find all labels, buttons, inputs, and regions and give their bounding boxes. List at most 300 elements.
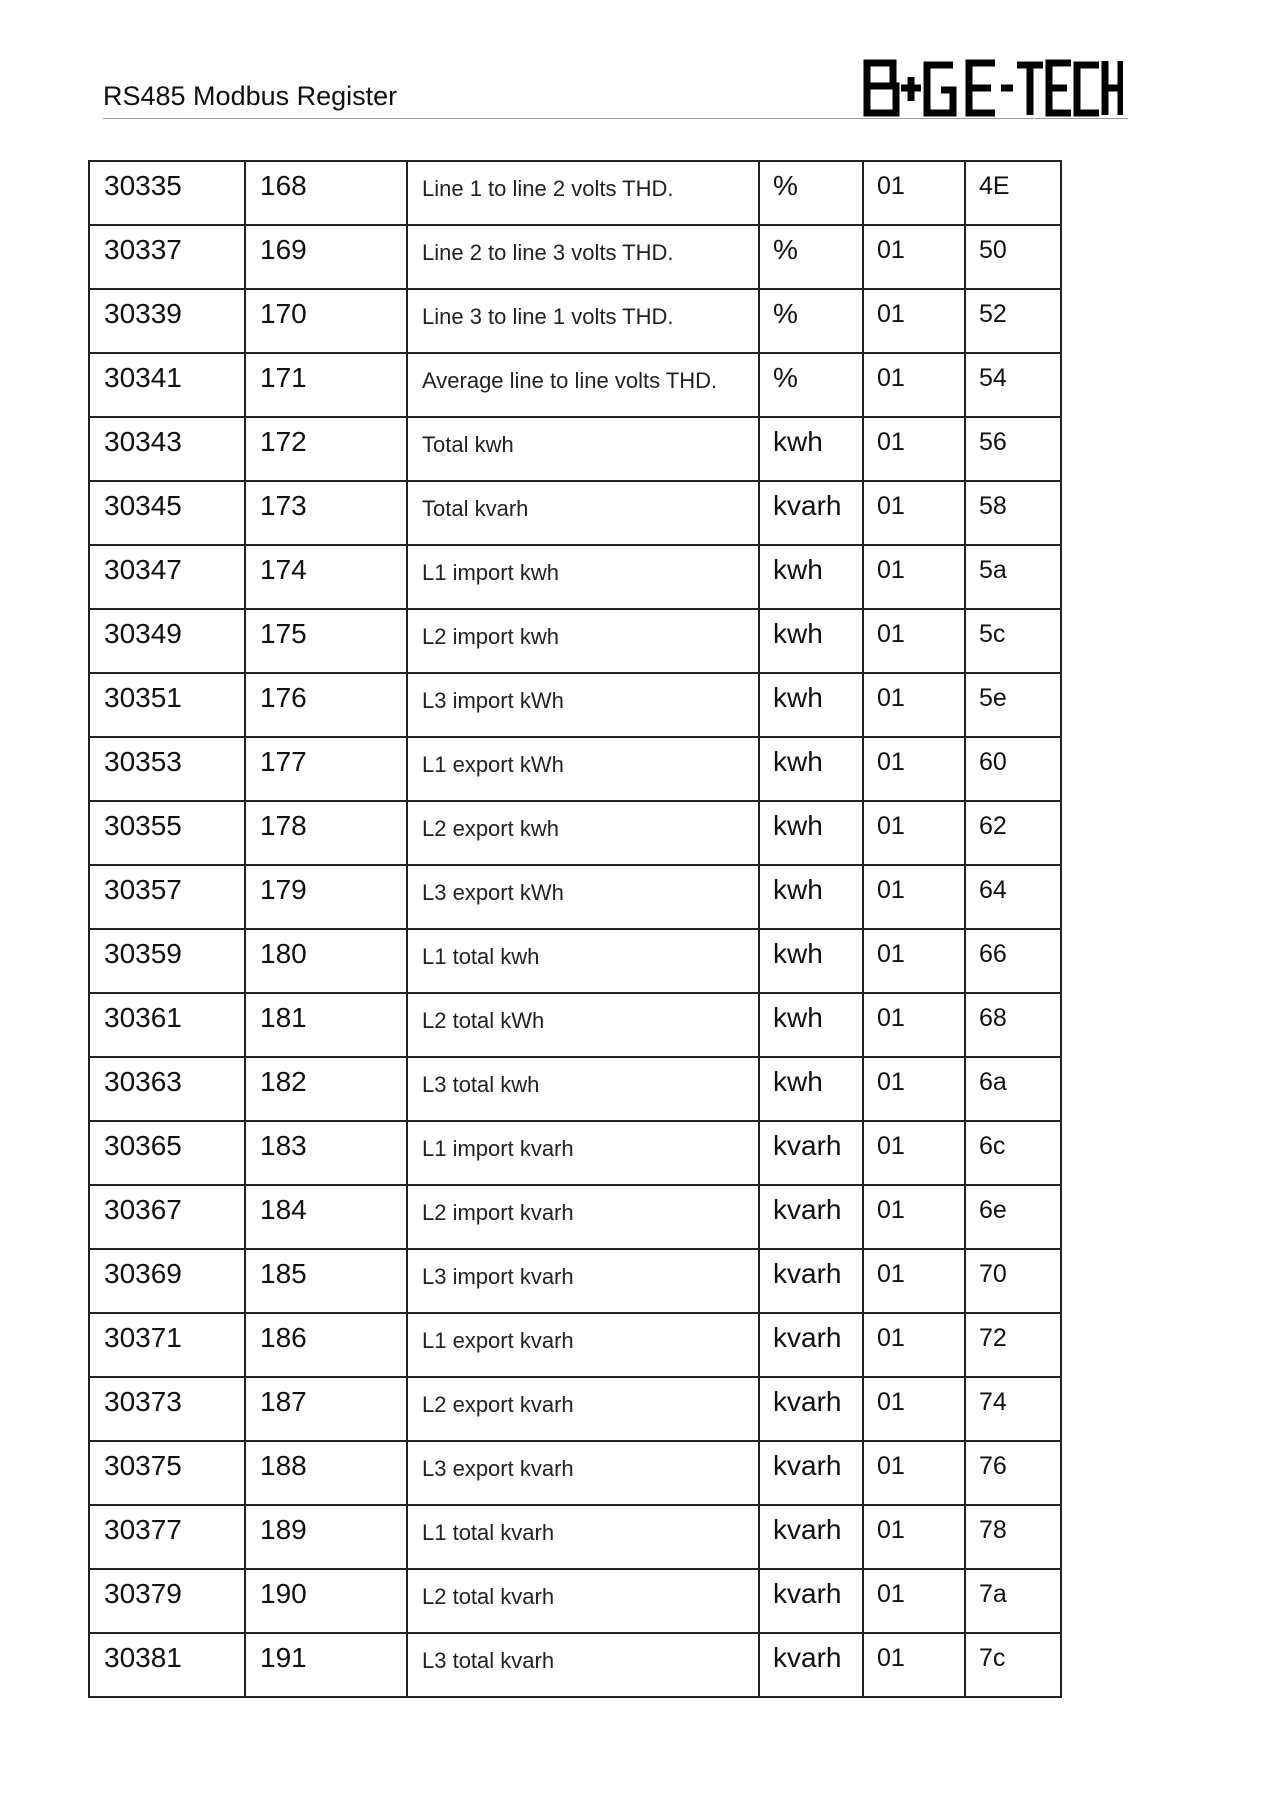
description-text: L2 import kwh bbox=[422, 624, 559, 649]
register-lo-text: 62 bbox=[979, 812, 1007, 840]
parameter-address-cell bbox=[89, 1249, 245, 1313]
register-lo-cell bbox=[965, 1313, 1061, 1377]
units-text: kvarh bbox=[773, 1194, 842, 1225]
description-text: L1 export kWh bbox=[422, 752, 564, 777]
description-text: L1 import kwh bbox=[422, 560, 559, 585]
table-row bbox=[89, 737, 1061, 801]
parameter-address-cell bbox=[89, 1377, 245, 1441]
units-cell bbox=[759, 737, 863, 801]
description-cell bbox=[407, 289, 759, 353]
register-lo-cell bbox=[965, 609, 1061, 673]
register-hi-text: 01 bbox=[877, 1068, 905, 1096]
description-text: Total kwh bbox=[422, 432, 514, 457]
parameter-number-text: 186 bbox=[260, 1322, 307, 1353]
parameter-address-text: 30353 bbox=[104, 746, 182, 777]
register-lo-text: 70 bbox=[979, 1260, 1007, 1288]
parameter-number-text: 170 bbox=[260, 298, 307, 329]
description-cell bbox=[407, 161, 759, 225]
parameter-number-cell bbox=[245, 481, 407, 545]
register-lo-text: 4E bbox=[979, 172, 1010, 200]
description-text: L1 total kvarh bbox=[422, 1520, 555, 1545]
parameter-address-cell bbox=[89, 673, 245, 737]
parameter-number-text: 183 bbox=[260, 1130, 307, 1161]
register-hi-cell bbox=[863, 161, 965, 225]
parameter-address-cell bbox=[89, 545, 245, 609]
parameter-number-text: 176 bbox=[260, 682, 307, 713]
description-cell bbox=[407, 1441, 759, 1505]
parameter-number-text: 175 bbox=[260, 618, 307, 649]
register-hi-text: 01 bbox=[877, 1644, 905, 1672]
register-lo-text: 72 bbox=[979, 1324, 1007, 1352]
parameter-number-cell bbox=[245, 1313, 407, 1377]
units-text: kvarh bbox=[773, 490, 842, 521]
table-row bbox=[89, 353, 1061, 417]
parameter-address-cell bbox=[89, 353, 245, 417]
register-hi-text: 01 bbox=[877, 1132, 905, 1160]
parameter-address-text: 30361 bbox=[104, 1002, 182, 1033]
parameter-address-cell bbox=[89, 1057, 245, 1121]
description-text: L1 import kvarh bbox=[422, 1136, 574, 1161]
parameter-address-text: 30343 bbox=[104, 426, 182, 457]
description-cell bbox=[407, 1249, 759, 1313]
parameter-number-text: 173 bbox=[260, 490, 307, 521]
units-cell bbox=[759, 993, 863, 1057]
register-hi-text: 01 bbox=[877, 620, 905, 648]
units-text: % bbox=[773, 170, 798, 201]
description-cell bbox=[407, 225, 759, 289]
register-hi-cell bbox=[863, 1057, 965, 1121]
parameter-address-text: 30379 bbox=[104, 1578, 182, 1609]
parameter-number-text: 177 bbox=[260, 746, 307, 777]
register-hi-cell bbox=[863, 609, 965, 673]
description-cell bbox=[407, 1121, 759, 1185]
register-lo-cell bbox=[965, 801, 1061, 865]
units-text: kwh bbox=[773, 810, 823, 841]
parameter-number-cell bbox=[245, 865, 407, 929]
parameter-address-cell bbox=[89, 1569, 245, 1633]
register-lo-cell bbox=[965, 417, 1061, 481]
parameter-number-text: 169 bbox=[260, 234, 307, 265]
register-lo-text: 6a bbox=[979, 1068, 1007, 1096]
register-lo-text: 76 bbox=[979, 1452, 1007, 1480]
description-text: Line 2 to line 3 volts THD. bbox=[422, 240, 674, 265]
units-text: kvarh bbox=[773, 1130, 842, 1161]
parameter-number-cell bbox=[245, 353, 407, 417]
register-hi-text: 01 bbox=[877, 1260, 905, 1288]
description-text: L2 export kvarh bbox=[422, 1392, 574, 1417]
units-cell bbox=[759, 353, 863, 417]
parameter-number-text: 190 bbox=[260, 1578, 307, 1609]
register-hi-text: 01 bbox=[877, 876, 905, 904]
register-hi-text: 01 bbox=[877, 1196, 905, 1224]
units-text: kwh bbox=[773, 1002, 823, 1033]
parameter-address-cell bbox=[89, 1185, 245, 1249]
register-hi-cell bbox=[863, 993, 965, 1057]
units-cell bbox=[759, 1505, 863, 1569]
register-lo-text: 58 bbox=[979, 492, 1007, 520]
register-hi-cell bbox=[863, 225, 965, 289]
register-lo-text: 6e bbox=[979, 1196, 1007, 1224]
register-hi-cell bbox=[863, 289, 965, 353]
parameter-address-text: 30339 bbox=[104, 298, 182, 329]
register-hi-text: 01 bbox=[877, 940, 905, 968]
parameter-address-text: 30345 bbox=[104, 490, 182, 521]
units-text: kwh bbox=[773, 682, 823, 713]
register-hi-cell bbox=[863, 481, 965, 545]
register-hi-text: 01 bbox=[877, 1388, 905, 1416]
units-cell bbox=[759, 1441, 863, 1505]
description-text: L3 import kWh bbox=[422, 688, 564, 713]
description-cell bbox=[407, 417, 759, 481]
units-text: kwh bbox=[773, 746, 823, 777]
parameter-number-cell bbox=[245, 1057, 407, 1121]
register-hi-cell bbox=[863, 1249, 965, 1313]
parameter-address-cell bbox=[89, 1441, 245, 1505]
description-text: Line 1 to line 2 volts THD. bbox=[422, 176, 674, 201]
table-row bbox=[89, 609, 1061, 673]
description-text: L2 total kvarh bbox=[422, 1584, 555, 1609]
description-text: L2 total kWh bbox=[422, 1008, 545, 1033]
description-text: L3 total kwh bbox=[422, 1072, 540, 1097]
parameter-address-cell bbox=[89, 481, 245, 545]
description-cell bbox=[407, 865, 759, 929]
register-lo-text: 60 bbox=[979, 748, 1007, 776]
parameter-address-text: 30349 bbox=[104, 618, 182, 649]
register-lo-text: 74 bbox=[979, 1388, 1007, 1416]
units-cell bbox=[759, 545, 863, 609]
register-hi-cell bbox=[863, 1569, 965, 1633]
description-cell bbox=[407, 1377, 759, 1441]
company-logo bbox=[863, 59, 1123, 117]
parameter-number-text: 184 bbox=[260, 1194, 307, 1225]
parameter-address-text: 30359 bbox=[104, 938, 182, 969]
parameter-address-text: 30351 bbox=[104, 682, 182, 713]
register-lo-cell bbox=[965, 1057, 1061, 1121]
table-row bbox=[89, 929, 1061, 993]
register-hi-cell bbox=[863, 1185, 965, 1249]
register-hi-text: 01 bbox=[877, 1580, 905, 1608]
description-cell bbox=[407, 353, 759, 417]
description-text: Average line to line volts THD. bbox=[422, 368, 718, 393]
parameter-number-cell bbox=[245, 545, 407, 609]
description-text: L2 import kvarh bbox=[422, 1200, 574, 1225]
parameter-number-text: 185 bbox=[260, 1258, 307, 1289]
register-hi-cell bbox=[863, 737, 965, 801]
parameter-number-cell bbox=[245, 225, 407, 289]
units-cell bbox=[759, 1057, 863, 1121]
table-row bbox=[89, 225, 1061, 289]
table-row bbox=[89, 801, 1061, 865]
description-text: L3 export kvarh bbox=[422, 1456, 574, 1481]
parameter-address-cell bbox=[89, 737, 245, 801]
parameter-number-text: 182 bbox=[260, 1066, 307, 1097]
units-text: kwh bbox=[773, 554, 823, 585]
table-row bbox=[89, 545, 1061, 609]
register-hi-text: 01 bbox=[877, 556, 905, 584]
units-cell bbox=[759, 1633, 863, 1697]
register-lo-text: 68 bbox=[979, 1004, 1007, 1032]
register-hi-cell bbox=[863, 1377, 965, 1441]
table-row bbox=[89, 161, 1061, 225]
parameter-address-text: 30357 bbox=[104, 874, 182, 905]
table-row bbox=[89, 1377, 1061, 1441]
table-row bbox=[89, 1185, 1061, 1249]
units-cell bbox=[759, 1121, 863, 1185]
parameter-number-cell bbox=[245, 1505, 407, 1569]
register-hi-cell bbox=[863, 929, 965, 993]
units-cell bbox=[759, 865, 863, 929]
parameter-number-text: 168 bbox=[260, 170, 307, 201]
parameter-address-text: 30371 bbox=[104, 1322, 182, 1353]
parameter-number-cell bbox=[245, 801, 407, 865]
register-lo-text: 50 bbox=[979, 236, 1007, 264]
register-lo-text: 5a bbox=[979, 556, 1007, 584]
parameter-number-cell bbox=[245, 1377, 407, 1441]
register-lo-cell bbox=[965, 353, 1061, 417]
register-hi-cell bbox=[863, 1121, 965, 1185]
register-hi-text: 01 bbox=[877, 684, 905, 712]
description-cell bbox=[407, 609, 759, 673]
parameter-address-text: 30369 bbox=[104, 1258, 182, 1289]
register-lo-cell bbox=[965, 1377, 1061, 1441]
parameter-number-cell bbox=[245, 737, 407, 801]
register-hi-text: 01 bbox=[877, 1452, 905, 1480]
parameter-number-cell bbox=[245, 929, 407, 993]
table-row bbox=[89, 1441, 1061, 1505]
table-row bbox=[89, 1249, 1061, 1313]
parameter-number-text: 179 bbox=[260, 874, 307, 905]
table-row bbox=[89, 1057, 1061, 1121]
table-row bbox=[89, 481, 1061, 545]
parameter-number-cell bbox=[245, 1249, 407, 1313]
description-cell bbox=[407, 1185, 759, 1249]
register-lo-text: 52 bbox=[979, 300, 1007, 328]
parameter-number-cell bbox=[245, 417, 407, 481]
register-hi-cell bbox=[863, 353, 965, 417]
register-lo-cell bbox=[965, 1185, 1061, 1249]
parameter-address-text: 30381 bbox=[104, 1642, 182, 1673]
description-cell bbox=[407, 673, 759, 737]
register-hi-text: 01 bbox=[877, 236, 905, 264]
register-lo-cell bbox=[965, 673, 1061, 737]
table-row bbox=[89, 1505, 1061, 1569]
register-lo-cell bbox=[965, 1569, 1061, 1633]
register-lo-text: 64 bbox=[979, 876, 1007, 904]
units-text: % bbox=[773, 362, 798, 393]
register-hi-cell bbox=[863, 545, 965, 609]
description-cell bbox=[407, 545, 759, 609]
register-hi-cell bbox=[863, 1441, 965, 1505]
table-row bbox=[89, 673, 1061, 737]
parameter-number-text: 174 bbox=[260, 554, 307, 585]
parameter-address-cell bbox=[89, 161, 245, 225]
units-text: kvarh bbox=[773, 1386, 842, 1417]
parameter-address-text: 30367 bbox=[104, 1194, 182, 1225]
description-cell bbox=[407, 801, 759, 865]
units-cell bbox=[759, 801, 863, 865]
register-hi-text: 01 bbox=[877, 1004, 905, 1032]
parameter-address-cell bbox=[89, 801, 245, 865]
units-cell bbox=[759, 289, 863, 353]
units-cell bbox=[759, 1569, 863, 1633]
table-row bbox=[89, 417, 1061, 481]
parameter-number-text: 181 bbox=[260, 1002, 307, 1033]
description-text: L3 export kWh bbox=[422, 880, 564, 905]
units-cell bbox=[759, 609, 863, 673]
register-lo-cell bbox=[965, 993, 1061, 1057]
parameter-number-text: 172 bbox=[260, 426, 307, 457]
register-lo-cell bbox=[965, 929, 1061, 993]
description-text: Total kvarh bbox=[422, 496, 529, 521]
parameter-address-cell bbox=[89, 929, 245, 993]
register-hi-text: 01 bbox=[877, 1324, 905, 1352]
register-hi-text: 01 bbox=[877, 428, 905, 456]
register-hi-cell bbox=[863, 1633, 965, 1697]
table-row bbox=[89, 865, 1061, 929]
description-cell bbox=[407, 1633, 759, 1697]
parameter-address-cell bbox=[89, 417, 245, 481]
parameter-address-text: 30375 bbox=[104, 1450, 182, 1481]
document-title: RS485 Modbus Register bbox=[103, 81, 398, 111]
parameter-address-text: 30377 bbox=[104, 1514, 182, 1545]
table-row bbox=[89, 1121, 1061, 1185]
register-lo-cell bbox=[965, 737, 1061, 801]
units-text: kvarh bbox=[773, 1450, 842, 1481]
parameter-address-text: 30365 bbox=[104, 1130, 182, 1161]
parameter-number-cell bbox=[245, 609, 407, 673]
register-lo-text: 6c bbox=[979, 1132, 1006, 1160]
parameter-address-text: 30337 bbox=[104, 234, 182, 265]
register-hi-text: 01 bbox=[877, 812, 905, 840]
register-lo-text: 5c bbox=[979, 620, 1006, 648]
parameter-number-cell bbox=[245, 1441, 407, 1505]
description-text: L2 export kwh bbox=[422, 816, 559, 841]
register-hi-text: 01 bbox=[877, 748, 905, 776]
units-text: kwh bbox=[773, 938, 823, 969]
description-cell bbox=[407, 929, 759, 993]
description-text: L1 total kwh bbox=[422, 944, 540, 969]
register-hi-cell bbox=[863, 1313, 965, 1377]
parameter-number-text: 191 bbox=[260, 1642, 307, 1673]
register-hi-text: 01 bbox=[877, 364, 905, 392]
parameter-address-cell bbox=[89, 865, 245, 929]
parameter-address-cell bbox=[89, 1633, 245, 1697]
units-cell bbox=[759, 1185, 863, 1249]
parameter-number-text: 180 bbox=[260, 938, 307, 969]
units-cell bbox=[759, 1313, 863, 1377]
parameter-address-cell bbox=[89, 1505, 245, 1569]
parameter-number-text: 189 bbox=[260, 1514, 307, 1545]
description-cell bbox=[407, 1057, 759, 1121]
units-text: kwh bbox=[773, 1066, 823, 1097]
register-hi-cell bbox=[863, 673, 965, 737]
parameter-number-cell bbox=[245, 1569, 407, 1633]
register-lo-text: 7c bbox=[979, 1644, 1006, 1672]
register-hi-text: 01 bbox=[877, 172, 905, 200]
register-lo-cell bbox=[965, 1441, 1061, 1505]
register-lo-text: 78 bbox=[979, 1516, 1007, 1544]
parameter-number-text: 178 bbox=[260, 810, 307, 841]
parameter-number-cell bbox=[245, 1633, 407, 1697]
units-text: kvarh bbox=[773, 1258, 842, 1289]
register-lo-text: 7a bbox=[979, 1580, 1007, 1608]
parameter-number-text: 171 bbox=[260, 362, 307, 393]
parameter-address-cell bbox=[89, 1313, 245, 1377]
modbus-register-table bbox=[88, 160, 1062, 1698]
parameter-address-text: 30347 bbox=[104, 554, 182, 585]
units-cell bbox=[759, 481, 863, 545]
register-hi-cell bbox=[863, 1505, 965, 1569]
description-cell bbox=[407, 1313, 759, 1377]
units-text: kvarh bbox=[773, 1642, 842, 1673]
table-row bbox=[89, 1313, 1061, 1377]
table-row bbox=[89, 289, 1061, 353]
parameter-address-text: 30335 bbox=[104, 170, 182, 201]
parameter-number-text: 187 bbox=[260, 1386, 307, 1417]
register-lo-cell bbox=[965, 1249, 1061, 1313]
description-cell bbox=[407, 1505, 759, 1569]
parameter-number-cell bbox=[245, 1185, 407, 1249]
parameter-address-text: 30373 bbox=[104, 1386, 182, 1417]
register-hi-text: 01 bbox=[877, 1516, 905, 1544]
units-text: kvarh bbox=[773, 1578, 842, 1609]
parameter-address-text: 30341 bbox=[104, 362, 182, 393]
description-cell bbox=[407, 1569, 759, 1633]
register-hi-cell bbox=[863, 801, 965, 865]
description-text: L3 total kvarh bbox=[422, 1648, 555, 1673]
table-row bbox=[89, 1633, 1061, 1697]
units-cell bbox=[759, 929, 863, 993]
parameter-number-cell bbox=[245, 993, 407, 1057]
units-cell bbox=[759, 161, 863, 225]
parameter-number-cell bbox=[245, 1121, 407, 1185]
parameter-number-cell bbox=[245, 289, 407, 353]
parameter-address-cell bbox=[89, 289, 245, 353]
register-lo-cell bbox=[965, 1633, 1061, 1697]
parameter-number-text: 188 bbox=[260, 1450, 307, 1481]
parameter-address-text: 30363 bbox=[104, 1066, 182, 1097]
register-hi-text: 01 bbox=[877, 300, 905, 328]
parameter-number-cell bbox=[245, 673, 407, 737]
register-lo-text: 56 bbox=[979, 428, 1007, 456]
table-row bbox=[89, 1569, 1061, 1633]
units-text: kwh bbox=[773, 874, 823, 905]
register-lo-cell bbox=[965, 865, 1061, 929]
register-lo-cell bbox=[965, 289, 1061, 353]
parameter-address-cell bbox=[89, 609, 245, 673]
units-text: kwh bbox=[773, 426, 823, 457]
parameter-number-cell bbox=[245, 161, 407, 225]
register-lo-cell bbox=[965, 225, 1061, 289]
register-hi-cell bbox=[863, 417, 965, 481]
parameter-address-cell bbox=[89, 225, 245, 289]
register-lo-cell bbox=[965, 161, 1061, 225]
register-lo-text: 66 bbox=[979, 940, 1007, 968]
parameter-address-cell bbox=[89, 1121, 245, 1185]
units-cell bbox=[759, 225, 863, 289]
units-cell bbox=[759, 1377, 863, 1441]
units-text: % bbox=[773, 234, 798, 265]
units-cell bbox=[759, 417, 863, 481]
page-header bbox=[103, 62, 1128, 119]
register-lo-cell bbox=[965, 545, 1061, 609]
register-lo-text: 5e bbox=[979, 684, 1007, 712]
description-text: Line 3 to line 1 volts THD. bbox=[422, 304, 674, 329]
register-lo-cell bbox=[965, 1121, 1061, 1185]
description-text: L1 export kvarh bbox=[422, 1328, 574, 1353]
description-text: L3 import kvarh bbox=[422, 1264, 574, 1289]
units-cell bbox=[759, 1249, 863, 1313]
